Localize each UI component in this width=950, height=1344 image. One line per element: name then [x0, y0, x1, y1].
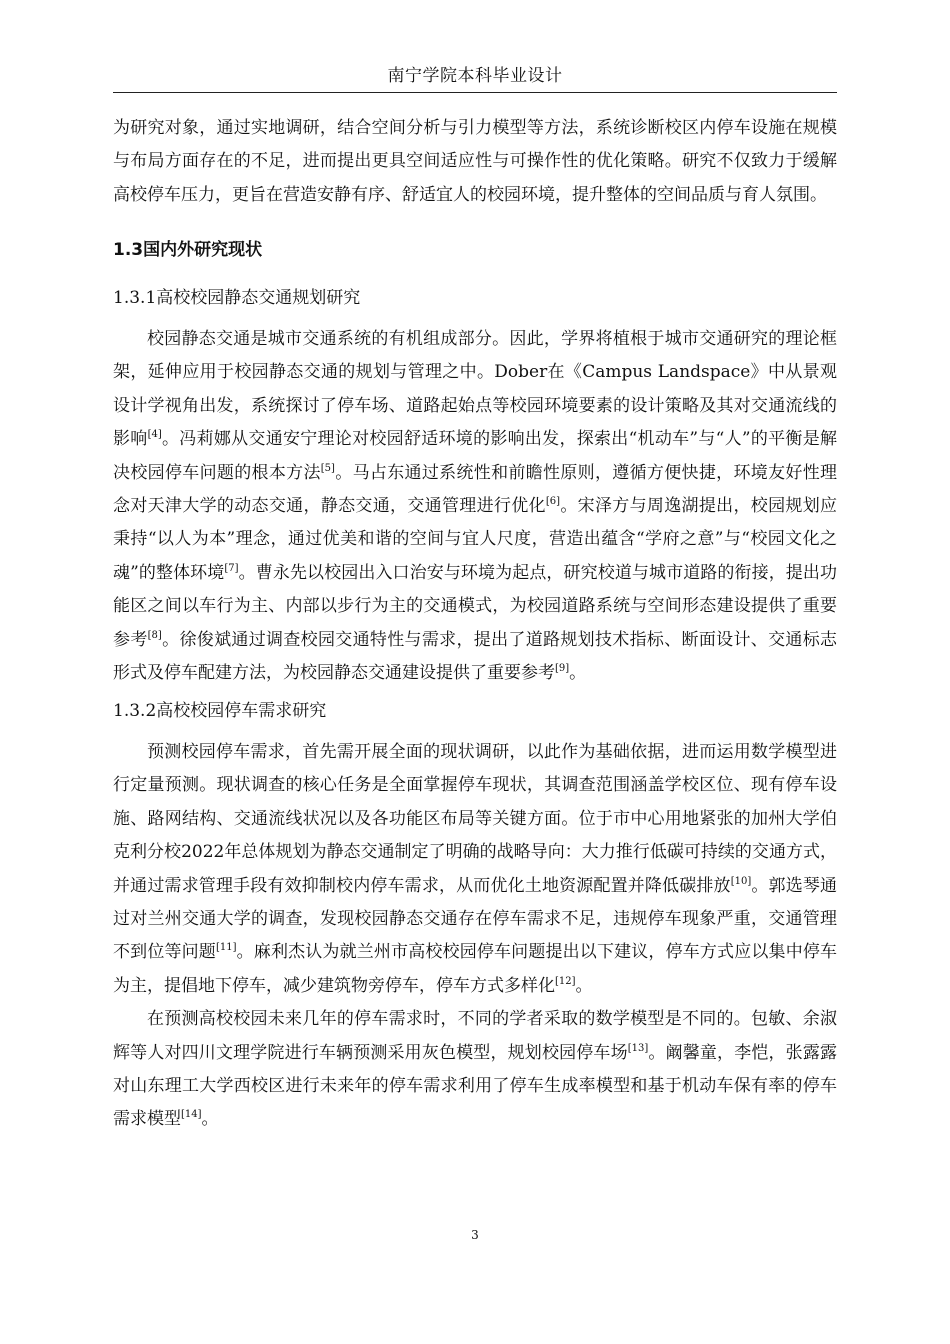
text-run: 。阚馨童，李恺，张露露对山东理工大学西校区进行未来年的停车需求利用了停车生成率模型和基于机动车保有率的停车需求模型 — [113, 1042, 838, 1130]
header-rule — [113, 92, 837, 93]
subsection-heading-1-3-2: 1.3.2高校校园停车需求研究 — [113, 700, 327, 721]
text-run: 。 — [201, 1109, 219, 1130]
text-run: 。马占东通过系统性和前瞻性原则，遵循方便快捷，环境友好性理念对天津大学的动态交通，静态交通，交通管理进行优化 — [113, 462, 838, 517]
citation: [6] — [545, 496, 560, 508]
subsection-heading-1-3-1: 1.3.1高校校园静态交通规划研究 — [113, 287, 361, 308]
citation: [14] — [181, 1109, 202, 1121]
text-run: 。 — [569, 663, 587, 684]
citation: [13] — [627, 1042, 649, 1054]
citation: [5] — [320, 462, 335, 474]
citation: [8] — [147, 629, 162, 641]
text-run: 。冯莉娜从交通安宁理论对校园舒适环境的影响出发，探索出“机动车”与“人”的平衡是解决校园停车问题的根本方法 — [113, 429, 837, 483]
citation: [11] — [215, 942, 237, 954]
citation: [12] — [555, 975, 576, 987]
citation: [7] — [224, 562, 239, 574]
paragraph-1-3-2-b — [113, 1003, 837, 1137]
text-run: 。徐俊斌通过调查校园交通特性与需求，提出了道路规划技术指标、断面设计、交通标志形式及停车配建方法，为校园静态交通建设提供了重要参考 — [113, 629, 838, 684]
paragraph-1-3-2-a — [113, 736, 837, 1003]
intro-paragraph: 为研究对象，通过实地调研，结合空间分析与引力模型等方法，系统诊断校区内停车设施在规模与布局方面存在的不足，进而提出更具空间适应性与可操作性的优化策略。研究不仅致力于缓解高校停车压力，更旨在营造安静有序、舒适宜人的校园环境，提升整体的空间品质与育人氛围。 — [113, 118, 837, 205]
text-run: 在预测高校校园未来几年的停车需求时，不同的学者采取的数学模型是不同的。包敏、余淑辉等人对四川文理学院进行车辆预测采用灰色模型，规划校园停车场 — [113, 1009, 837, 1063]
citation: [4] — [147, 429, 162, 441]
text-run: 。 — [575, 975, 593, 996]
paragraph-1-3-1 — [113, 323, 837, 690]
page-body — [113, 112, 837, 1137]
section-heading-1-3: 1.3国内外研究现状 — [113, 240, 263, 261]
citation: [10] — [730, 875, 752, 887]
text-run: 。郭选琴通过对兰州交通大学的调查，发现校园静态交通存在停车需求不足，违规停车现象严重，交通管理不到位等问题 — [113, 875, 838, 963]
text-run: 校园静态交通是城市交通系统的有机组成部分。因此，学界将植根于城市交通研究的理论框架，延伸应用于校园静态交通的规划与管理之中。Dober在《Campus Landspace》中从景观设计学视角出发，系统探讨了停车场、道路起始点等校园环境要素的设计策略及其对交通流线的影响 — [113, 329, 837, 450]
text-run: 。麻利杰认为就兰州市高校校园停车问题提出以下建议，停车方式应以集中停车为主，提倡地下停车，减少建筑物旁停车，停车方式多样化 — [113, 942, 838, 996]
text-run: 。宋泽方与周逸湖提出，校园规划应秉持“以人为本”理念，通过优美和谐的空间与宜人尺度，营造出蕴含“学府之意”与“校园文化之魂”的整体环境 — [113, 496, 838, 583]
running-header: 南宁学院本科毕业设计 — [387, 66, 563, 86]
page-number: 3 — [471, 1228, 479, 1242]
text-run: 预测校园停车需求，首先需开展全面的现状调研，以此作为基础依据，进而运用数学模型进行定量预测。现状调查的核心任务是全面掌握停车现状，其调查范围涵盖学校区位、现有停车设施、路网结构、交通流线状况以及各功能区布局等关键方面。位于市中心用地紧张的加州大学伯克利分校2022年总体规划为静态交通制定了明确的战略导向：大力推行低碳可持续的交通方式，并通过需求管理手段有效抑制校内停车需求，从而优化土地资源配置并降低碳排放 — [113, 741, 837, 896]
citation: [9] — [555, 663, 570, 675]
text-run: 。曹永先以校园出入口治安与环境为起点，研究校道与城市道路的衔接，提出功能区之间以车行为主、内部以步行为主的交通模式，为校园道路系统与空间形态建设提供了重要参考 — [113, 562, 837, 650]
